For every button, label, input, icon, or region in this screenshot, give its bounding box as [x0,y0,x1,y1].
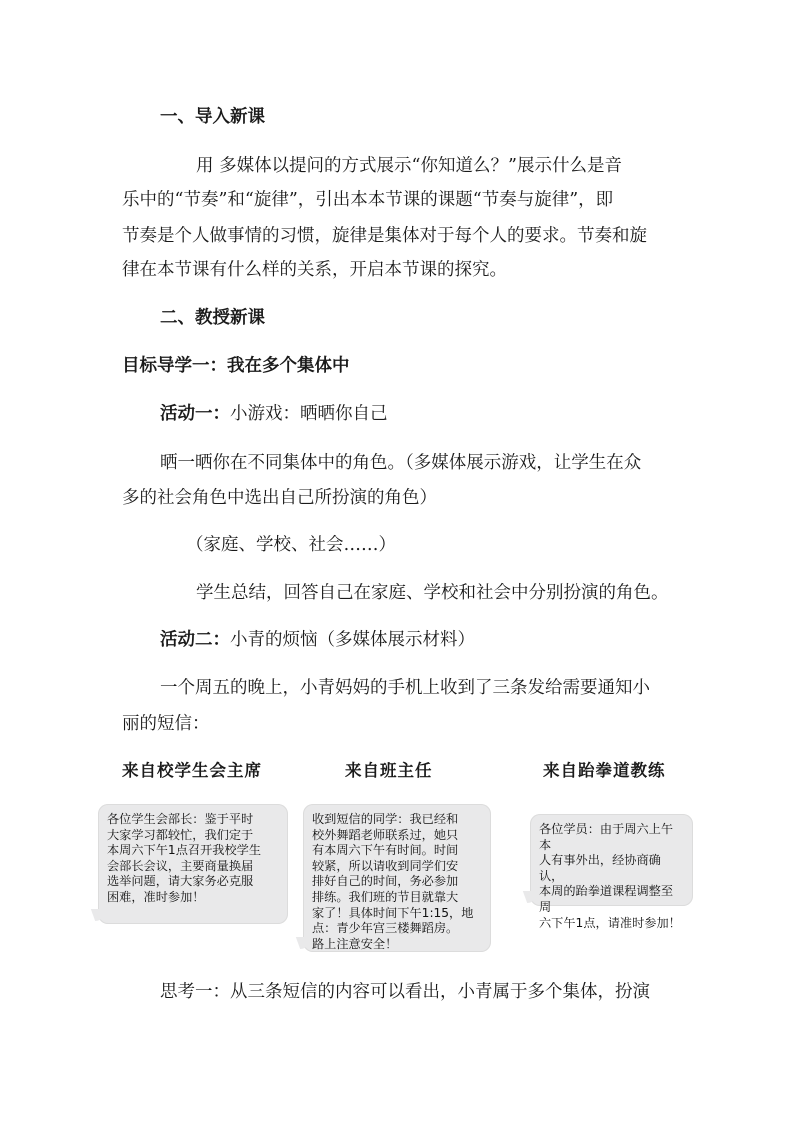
activity1-label: 活动一： [160,404,230,424]
activity2-label: 活动二： [160,630,230,650]
paragraph-line: 节奏是个人做事情的习惯，旋律是集体对于每个人的要求。节奏和旋 [122,226,647,246]
sms-text: 各位学员：由于周六上午本 人有事外出，经协商确认， 本周的跆拳道课程调整至周 六下午1点，请准时参加！ [539,822,681,930]
activity2-text-line: 一个周五的晚上，小青妈妈的手机上收到了三条发给需要通知小 [160,678,650,698]
goal-heading: 目标导学一：我在多个集体中 [122,356,350,376]
activity1-text-line: 晒一晒你在不同集体中的角色。（多媒体展示游戏，让学生在众 [160,453,642,473]
section-heading-teaching: 二、教授新课 [160,308,265,328]
sms-sender-taekwondo-coach: 来自跆拳道教练 [543,761,666,780]
sms-bubble-student-union [98,804,288,924]
activity1-examples: （家庭、学校、社会……） [186,535,396,555]
activity1-summary: 学生总结，回答自己在家庭、学校和社会中分别扮演的角色。 [196,583,669,603]
sms-bubble-taekwondo-coach [530,814,693,930]
activity1-text-line: 多的社会角色中选出自己所扮演的角色） [122,488,437,508]
paragraph-line: 律在本节课有什么样的关系，开启本节课的探究。 [122,260,507,280]
sms-sender-student-union: 来自校学生会主席 [122,761,262,780]
activity1-title: 小游戏：晒晒你自己 [230,404,388,424]
sms-bubble-head-teacher [303,804,491,952]
activity2-title: 小青的烦恼（多媒体展示材料） [230,630,475,650]
think1-line: 思考一：从三条短信的内容可以看出，小青属于多个集体，扮演 [160,982,650,1002]
sms-sender-head-teacher: 来自班主任 [345,761,433,780]
paragraph-line: 乐中的“节奏”和“旋律”，引出本本节课的课题“节奏与旋律”，即 [122,190,614,210]
activity1-line [160,402,388,426]
section-heading-intro: 一、导入新课 [160,107,265,127]
paragraph-line: 用 多媒体以提问的方式展示“你知道么？”展示什么是音 [196,156,622,176]
activity2-text-line: 丽的短信： [122,714,210,734]
activity2-line [160,628,475,652]
sms-text: 收到短信的同学：我已经和 校外舞蹈老师联系过，她只 有本周六下午有时间。时间 较紧，所以请收到同学们安 排好自己的时间，务必参加 排练。我们班的节目就靠大 家了！具体时间下午1:15，地 点：青少年宫三楼舞蹈房。 路上注意安全！ [312,812,474,951]
sms-text: 各位学生会部长：鉴于平时 大家学习都较忙，我们定于 本周六下午1点召开我校学生 会部长会议，主要商量换届 选举问题，请大家务必克服 困难，准时参加！ [107,812,262,904]
